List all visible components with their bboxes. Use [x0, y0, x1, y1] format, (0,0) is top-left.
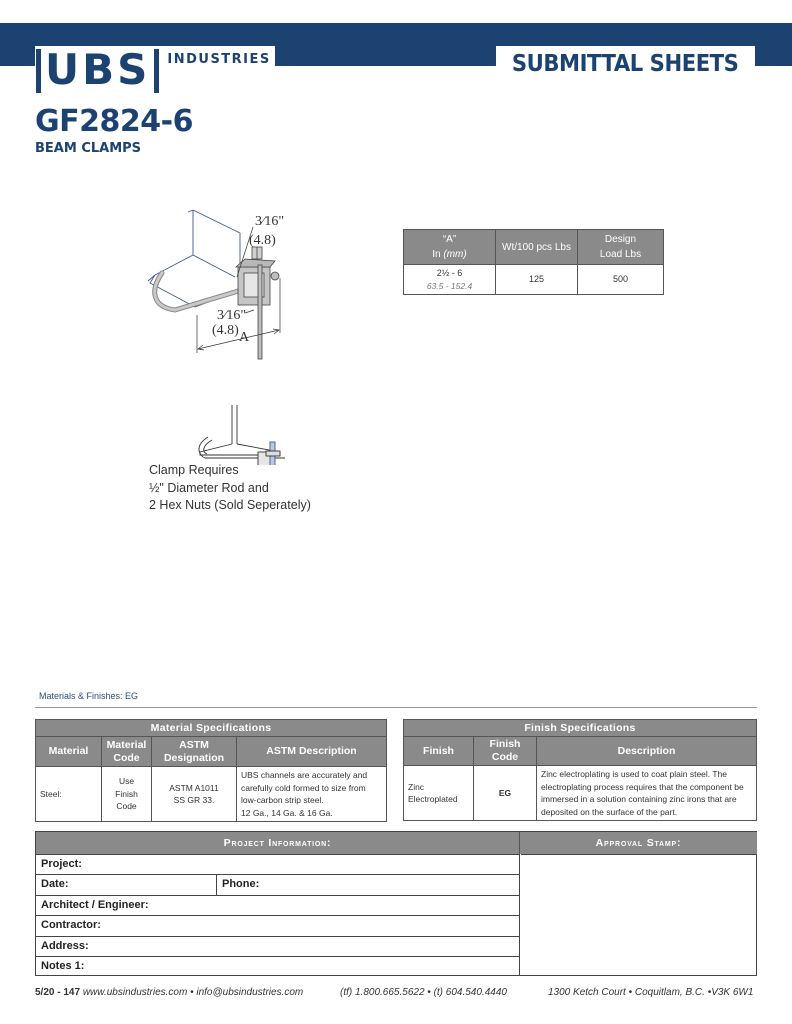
- note-line: Clamp Requires: [149, 463, 239, 477]
- divider: [35, 707, 757, 708]
- col-header: Finish Code: [474, 737, 537, 766]
- field-label: Contractor:: [41, 919, 101, 932]
- architect-engineer-field[interactable]: [36, 895, 519, 915]
- cell-designation: ASTM A1011 SS GR 33.: [152, 767, 237, 822]
- cell-weight: 125: [496, 265, 578, 295]
- col-header: ASTM Designation: [152, 737, 237, 767]
- header-line: “A”: [442, 234, 457, 245]
- field-label: Address:: [41, 939, 89, 952]
- cell-finish: Zinc Electroplated: [404, 766, 474, 821]
- project-field[interactable]: [36, 854, 519, 874]
- table-caption: Finish Specifications: [404, 720, 757, 737]
- header-line: Design: [604, 234, 637, 245]
- table-row: [404, 265, 664, 295]
- col-header: ASTM Description: [237, 737, 387, 767]
- cell-description: Zinc electroplating is used to coat plain steel. The electroplating process requires that the component be immersed in a solution containing zinc irons that are deposited on the surface of the part.: [537, 766, 757, 821]
- finish-specifications-table: [403, 719, 757, 821]
- phone-field[interactable]: [216, 875, 259, 894]
- logo-bar-right: [154, 49, 159, 93]
- dim-label-a: A: [239, 330, 250, 345]
- field-label: Project:: [41, 858, 82, 870]
- logo-bar-left: [36, 49, 41, 93]
- col-header: Description: [537, 737, 757, 766]
- approval-stamp-area[interactable]: [521, 854, 756, 975]
- document-title: SUBMITTAL SHEETS: [512, 51, 739, 77]
- project-information-form: [35, 831, 757, 976]
- document-title-box: [496, 46, 755, 82]
- col-header: Material Code: [102, 737, 152, 767]
- field-label: Date:: [41, 878, 69, 891]
- logo-sub-text: INDUSTRIES: [167, 52, 271, 67]
- part-number: GF2824-6: [35, 104, 193, 139]
- field-label: Phone:: [222, 878, 260, 891]
- field-label: Notes 1:: [41, 959, 85, 972]
- company-logo: [36, 46, 271, 94]
- col-header-weight: Wt/100 pcs Lbs: [496, 230, 578, 265]
- logo-main-text: UBS: [45, 45, 151, 94]
- col-header: Finish: [404, 737, 474, 766]
- address-field[interactable]: [36, 936, 519, 956]
- footer-web-email: www.ubsindustries.com • info@ubsindustries.com: [82, 987, 304, 998]
- dim-top-mm: (4.8): [249, 233, 276, 248]
- clamp-requirements-note: [149, 462, 311, 515]
- header-line: In (mm): [432, 249, 467, 260]
- table-row: [404, 766, 757, 821]
- cell-load: 500: [578, 265, 664, 295]
- cell-material: Steel:: [36, 767, 102, 822]
- cell-description: UBS channels are accurately and carefully cold formed to size from low-carbon strip steel. 12 Ga., 14 Ga. & 16 Ga.: [237, 767, 387, 822]
- dim-top-fraction: 3⁄16": [255, 214, 285, 229]
- dim-bottom-mm: (4.8): [212, 323, 239, 338]
- note-line: 2 Hex Nuts (Sold Seperately): [149, 498, 311, 512]
- materials-finishes-label: Materials & Finishes: EG: [39, 691, 139, 701]
- col-header-load: [578, 230, 664, 265]
- cell-a: 2½ - 6 63.5 - 152.4: [404, 265, 496, 295]
- table-row: [36, 767, 387, 822]
- product-category: BEAM CLAMPS: [35, 141, 142, 156]
- beam-clamp-side-drawing: [140, 400, 320, 465]
- note-line: ½" Diameter Rod and: [149, 480, 269, 495]
- dimension-spec-table: [403, 229, 664, 295]
- page-footer: [35, 987, 765, 998]
- approval-stamp-header: Approval Stamp:: [520, 832, 757, 854]
- footer-phones: (tf) 1.800.665.5622 • (t) 604.540.4440: [340, 987, 507, 998]
- header-line: Load Lbs: [599, 249, 642, 260]
- project-info-fields: [36, 854, 520, 976]
- cell-finish-code: EG: [474, 766, 537, 821]
- beam-clamp-isometric-drawing: [140, 195, 320, 365]
- project-info-header: Project Information:: [36, 832, 520, 854]
- page-number: 5/20 - 147: [35, 987, 81, 998]
- footer-address: 1300 Ketch Court • Coquitlam, B.C. •V3K 6W1: [548, 987, 754, 998]
- date-field[interactable]: [36, 874, 519, 894]
- notes-field[interactable]: [36, 956, 519, 976]
- col-header-a: [404, 230, 496, 265]
- field-label: Architect / Engineer:: [41, 898, 149, 911]
- cell-code: Use Finish Code: [102, 767, 152, 822]
- col-header: Material: [36, 737, 102, 767]
- dim-bottom-fraction: 3⁄16": [217, 308, 247, 323]
- table-caption: Material Specifications: [36, 720, 387, 737]
- material-specifications-table: [35, 719, 387, 822]
- contractor-field[interactable]: [36, 915, 519, 935]
